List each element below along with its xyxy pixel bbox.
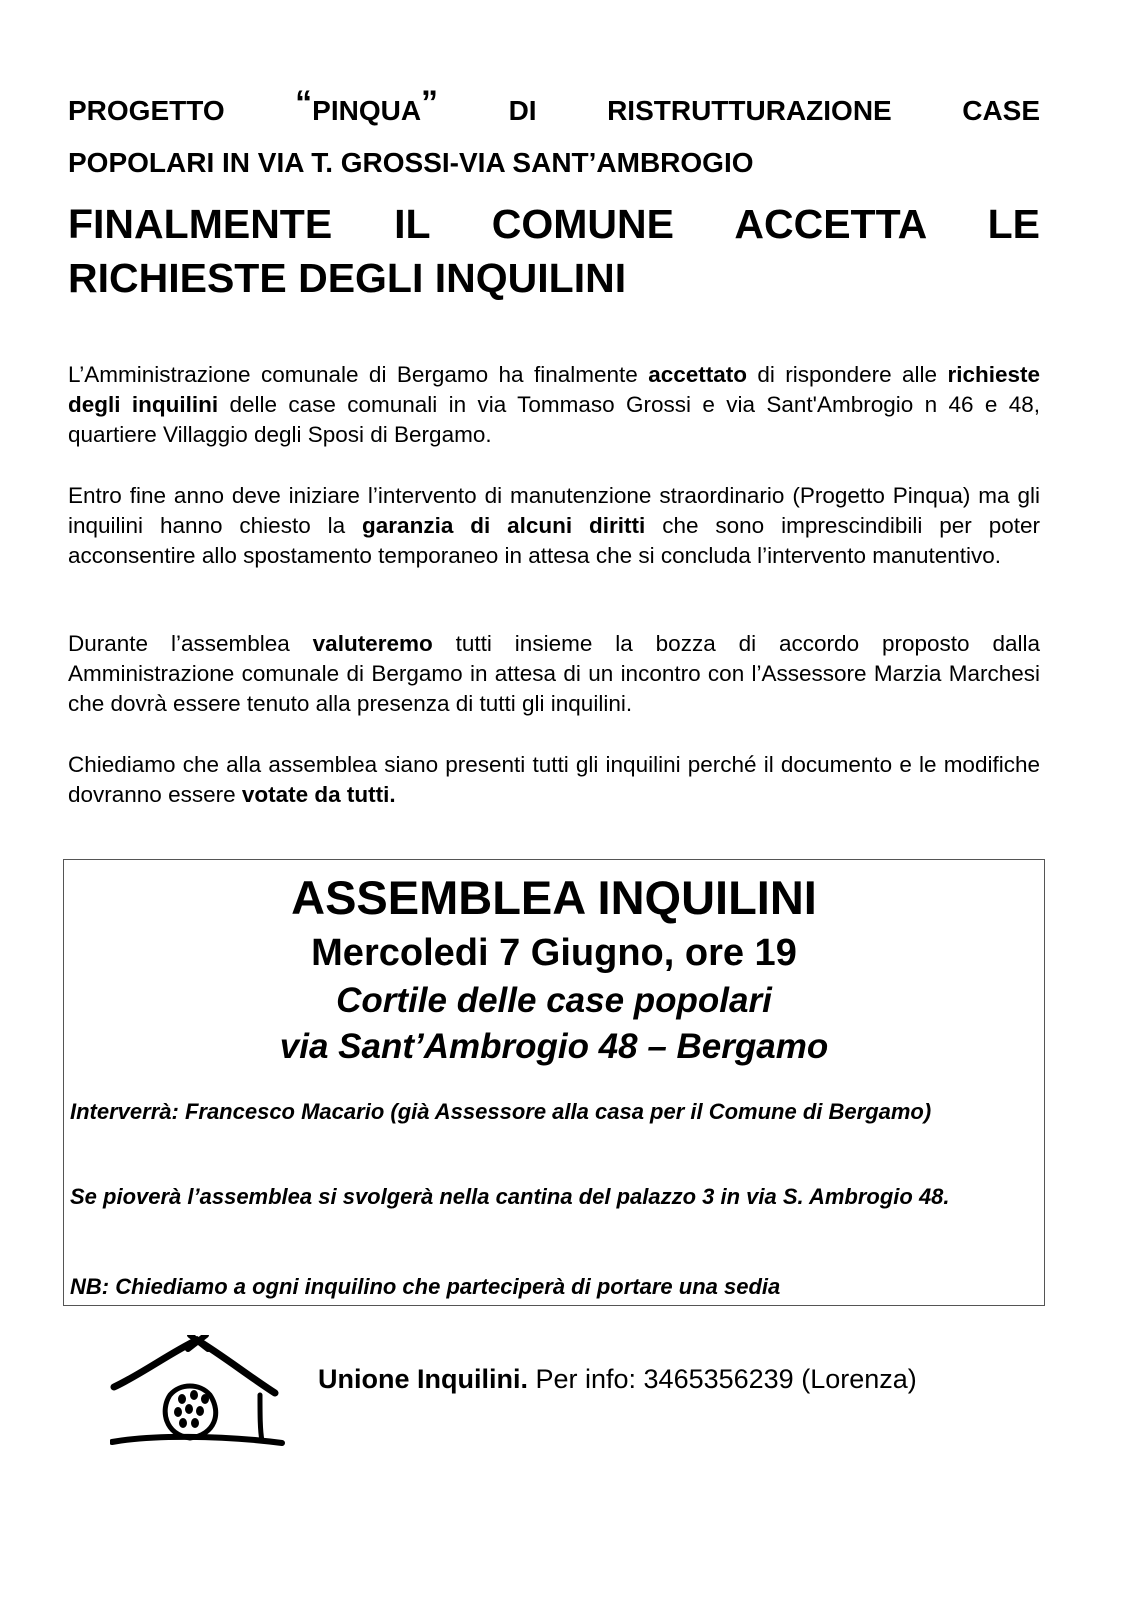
unione-inquilini-logo-icon xyxy=(110,1335,285,1450)
paragraph-4-text: Chiediamo che alla assemblea siano presenti tutti gli inquilini perché il documento e le modifiche dovranno essere xyxy=(68,752,1040,807)
paragraph-1-bold-a: accettato xyxy=(648,362,747,387)
subtitle-word-pinqua: PINQUA xyxy=(312,95,422,126)
speaker-note: Interverrà: Francesco Macario (già Assessore alla casa per il Comune di Bergamo) xyxy=(70,1099,932,1124)
paragraph-4 xyxy=(68,750,1040,810)
chair-note: NB: Chiediamo a ogni inquilino che parteciperà di portare una sedia xyxy=(70,1274,781,1299)
paragraph-3-text-b: tutti insieme la bozza di accordo proposto dalla Amministrazione comunale di Bergamo in attesa di un incontro con l’Assessore Marzia Marchesi che dovrà essere tenuto alla presenza di tutti gli inquilini. xyxy=(68,631,1040,716)
paragraph-2-text-a: Entro fine anno deve iniziare l’intervento di manutenzione straordinario (Progetto Pinqua) ma gli inquilini hanno chiesto la xyxy=(68,483,1040,538)
open-quote: “ xyxy=(295,84,313,122)
org-name: Unione Inquilini. xyxy=(318,1364,528,1394)
phone-info: Per info: 3465356239 (Lorenza) xyxy=(527,1364,917,1394)
paragraph-1-text-b: di rispondere alle xyxy=(746,362,948,387)
paragraph-1 xyxy=(68,360,1040,450)
close-quote: ” xyxy=(421,84,439,122)
headline-line-1: FINALMENTE IL COMUNE ACCETTA LE xyxy=(68,201,1040,247)
paragraph-1-bold-b: richieste degli inquilini xyxy=(68,362,1040,417)
paragraph-2-bold: garanzia di alcuni diritti xyxy=(362,513,646,538)
assembly-title: ASSEMBLEA INQUILINI xyxy=(291,871,817,924)
assembly-date: Mercoledi 7 Giugno, ore 19 xyxy=(311,932,797,974)
paragraph-4-bold: votate da tutti. xyxy=(241,782,396,807)
assembly-place-line-1: Cortile delle case popolari xyxy=(336,981,772,1020)
assembly-place-line-2: via Sant’Ambrogio 48 – Bergamo xyxy=(279,1027,829,1066)
paragraph-3-text-a: Durante l’assemblea xyxy=(68,631,313,656)
headline-line-2: RICHIESTE DEGLI INQUILINI xyxy=(68,255,627,301)
paragraph-1-text-a: L’Amministrazione comunale di Bergamo ha finalmente xyxy=(68,362,649,387)
subtitle-line-1-rest: DI RISTRUTTURAZIONE CASE xyxy=(508,95,1041,126)
assembly-announcement-box xyxy=(63,859,1045,1306)
paragraph-2 xyxy=(68,481,1040,571)
paragraph-3 xyxy=(68,629,1040,719)
contact-info xyxy=(318,1361,917,1397)
paragraph-1-text-c: delle case comunali in via Tommaso Grossi e via Sant'Ambrogio n 46 e 48, quartiere Villaggio degli Sposi di Bergamo. xyxy=(68,392,1040,447)
subtitle-word-progetto: PROGETTO xyxy=(68,95,225,126)
subtitle-line-1 xyxy=(68,82,1040,138)
subtitle-line-2: POPOLARI IN VIA T. GROSSI-VIA SANT’AMBROGIO xyxy=(68,147,754,178)
rain-note: Se pioverà l’assemblea si svolgerà nella cantina del palazzo 3 in via S. Ambrogio 48. xyxy=(70,1184,950,1209)
paragraph-2-text-b: che sono imprescindibili per poter acconsentire allo spostamento temporaneo in attesa che si concluda l’intervento manutentivo. xyxy=(68,513,1040,568)
paragraph-3-bold: valuteremo xyxy=(312,631,433,656)
